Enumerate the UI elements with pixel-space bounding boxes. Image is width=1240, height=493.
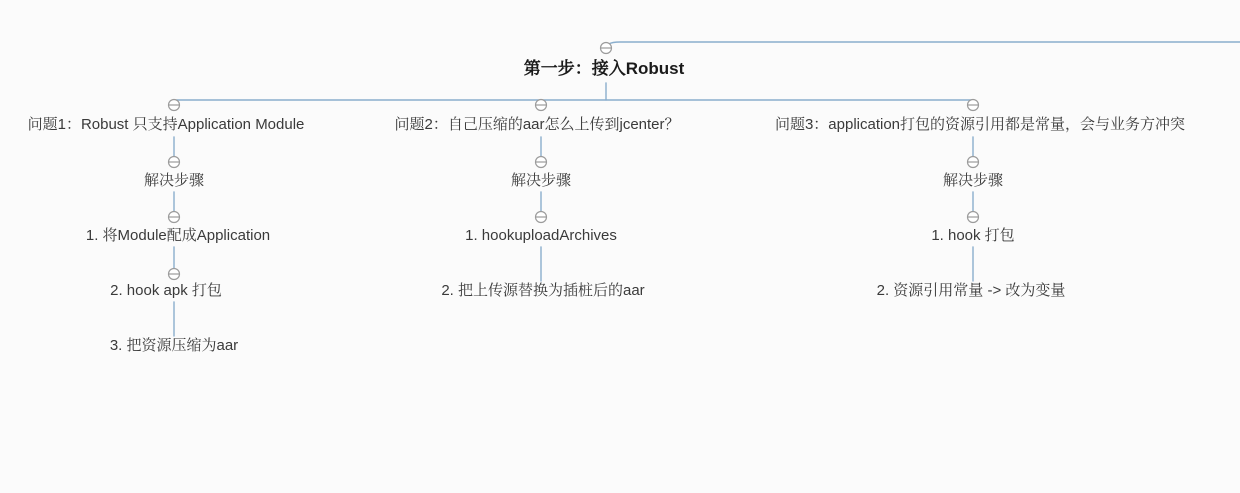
step-node-3-1[interactable]: 1. hook 打包 [931,227,1015,244]
steps-label-node-3[interactable]: 解决步骤 [942,172,1004,189]
root-node[interactable]: 第一步：接入Robust [523,59,685,78]
collapse-icon-problem-3[interactable] [968,100,979,111]
step-node-1-2[interactable]: 2. hook apk 打包 [110,282,222,299]
collapse-icon-steps-1[interactable] [169,157,180,168]
collapse-icon-step-1-1[interactable] [169,212,180,223]
step-node-2-2[interactable]: 2. 把上传源替换为插桩后的aar [441,282,645,299]
steps-label-node-1[interactable]: 解决步骤 [143,172,205,189]
collapse-icon-steps-2[interactable] [536,157,547,168]
problem-node-3[interactable]: 问题3：application打包的资源引用都是常量，会与业务方冲突 [774,116,1186,133]
problem-node-1[interactable]: 问题1：Robust 只支持Application Module [27,116,305,133]
step-node-2-1[interactable]: 1. hookuploadArchives [465,227,617,244]
connector-edges [174,42,1240,336]
step-node-1-3[interactable]: 3. 把资源压缩为aar [109,337,239,354]
collapse-icon-steps-3[interactable] [968,157,979,168]
collapse-icon-step-3-1[interactable] [968,212,979,223]
step-node-1-1[interactable]: 1. 将Module配成Application [85,227,271,244]
collapse-icon-root[interactable] [601,43,612,54]
collapse-icon-step-2-1[interactable] [536,212,547,223]
collapse-icon-problem-1[interactable] [169,100,180,111]
edge-root-incoming [609,42,1240,44]
collapse-icon-step-1-2[interactable] [169,269,180,280]
step-node-3-2[interactable]: 2. 资源引用常量 -> 改为变量 [876,282,1066,299]
steps-label-node-2[interactable]: 解决步骤 [510,172,572,189]
problem-node-2[interactable]: 问题2：自己压缩的aar怎么上传到jcenter？ [394,116,680,133]
collapse-icon-problem-2[interactable] [536,100,547,111]
